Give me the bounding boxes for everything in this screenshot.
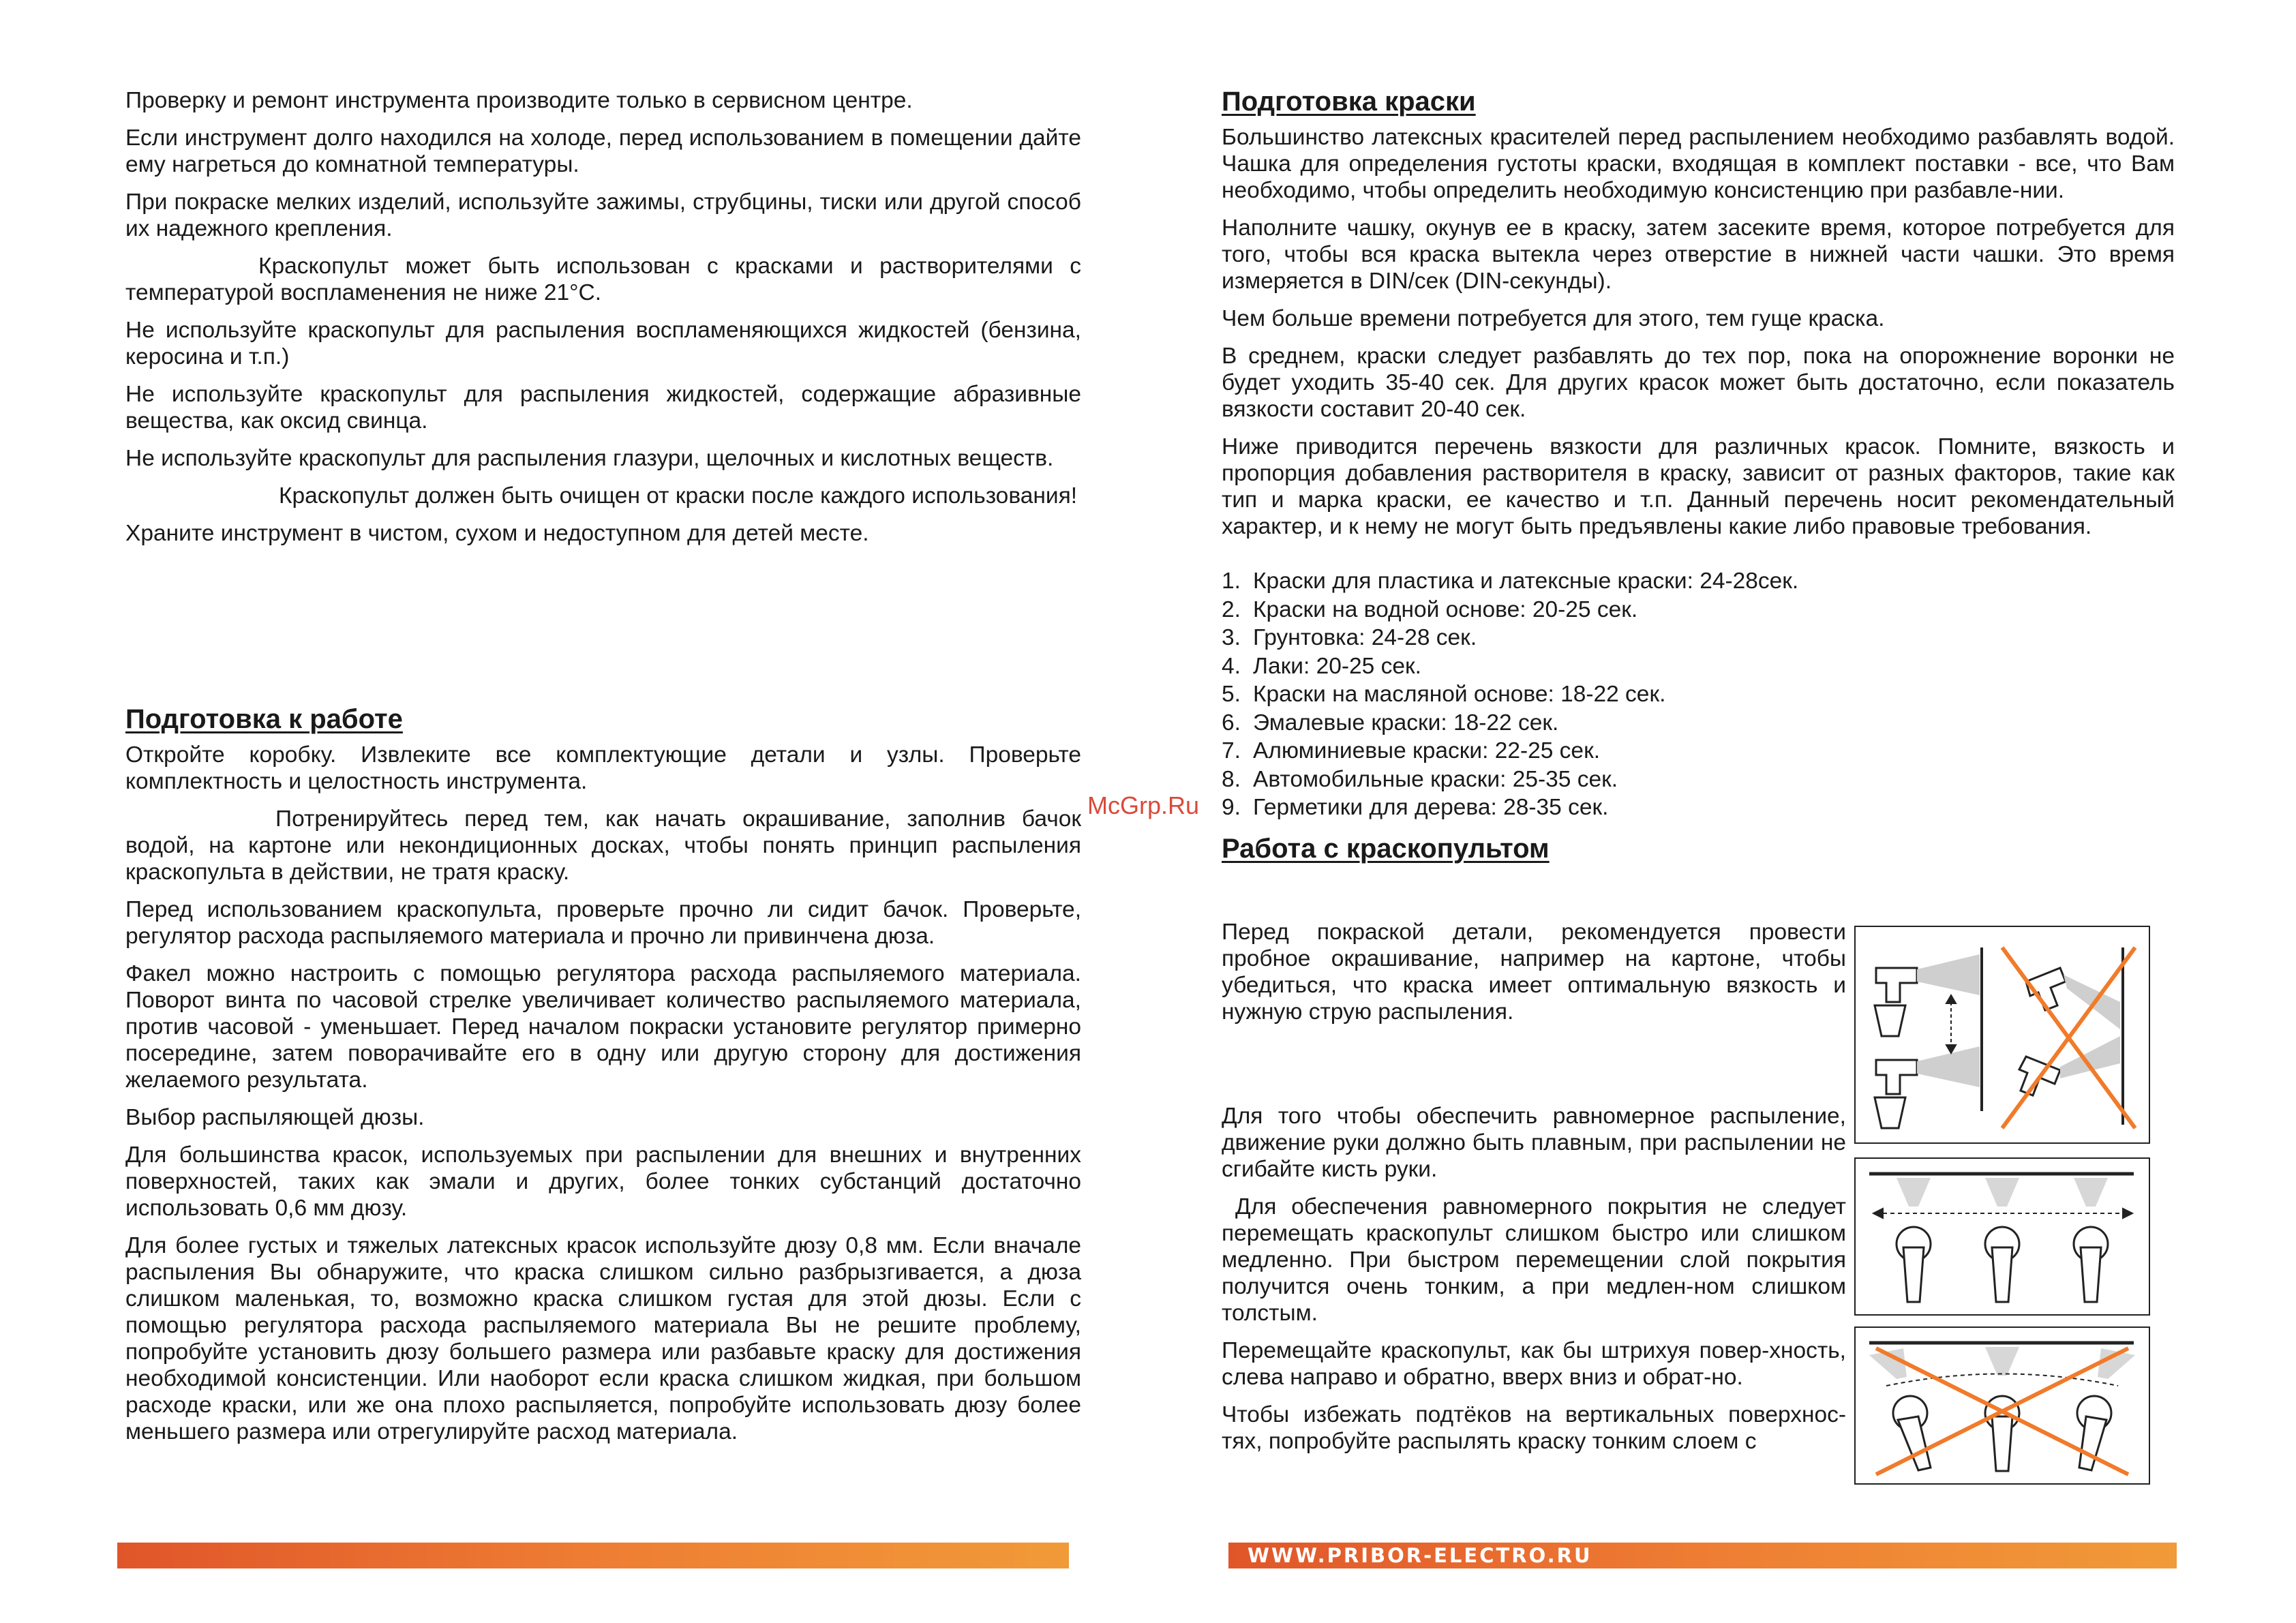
list-item: 9. Герметики для дерева: 28-35 сек. [1222, 795, 1609, 820]
safety-paragraph: Если инструмент долго находился на холоде, перед использованием в помещении дайте ему нагреться до комнатной температуры. [125, 125, 1081, 177]
figure-spray-wrong-motion [1854, 1326, 2150, 1485]
figure-spray-angle [1854, 926, 2150, 1144]
spray-gun-icon [1897, 1227, 2108, 1302]
footer-bar-right [1228, 1543, 2177, 1568]
prep-paragraph: Перед использованием краскопульта, проверьте прочно ли сидит бачок. Проверьте, регулятор расхода распыляемого материала и прочно ли привинчена дюза. [125, 897, 1081, 949]
work-paragraph: Перемещайте краскопульт, как бы штрихуя повер-хность, слева направо и обратно, вверх вниз и обрат-но. [1222, 1338, 1846, 1390]
section-heading: Подготовка краски [1222, 87, 1476, 117]
prep-paragraph: Факел можно настроить с помощью регулятора расхода распыляемого материала. Поворот винта по часовой стрелке увеличивает количество распыляемого материала, против часовой - уменьшает. Перед началом покраски установите регулятор примерно посередине, затем поворачивайте его в одну или другую сторону для достижения желаемого результата. [125, 961, 1081, 1093]
paint-paragraph: Наполните чашку, окунув ее в краску, затем засеките время, которое потребуется для того, чтобы вся краска вытекла через отверстие в нижней части чашки. Это время измеряется в DIN/сек (DIN-секунды). [1222, 215, 2175, 294]
prep-paragraph: Для более густых и тяжелых латексных красок используйте дюзу 0,8 мм. Если вначале распыления Вы обнаружите, что краска слишком сильно разбрызгивается, а дюза слишком маленькая, то, возможно краска слишком густая для этой дюзы. Если с помощью регулятора расхода распыляемого материала Вы не решите проблему, попробуйте установить дюзу большего размера или разбавьте краску для достижения необходимой консистенции. Или наоборот если краска слишком жидкая, при большом расходе краски, или же она плохо распыляется, попробуйте использовать дюзу более меньшего размера или отрегулируйте расход материала. [125, 1233, 1081, 1444]
footer-bar-left [117, 1543, 1069, 1568]
work-paragraph: Для обеспечения равномерного покрытия не следует перемещать краскопульт слишком быстро или слишком медленно. При быстром перемещении слой покрытия получится очень тонким, а при медлен-ном слишком толстым. [1222, 1194, 1846, 1326]
safety-instructions [125, 87, 1081, 558]
spray-wrong-motion-illustration [1856, 1328, 2149, 1483]
paint-paragraph: Ниже приводится перечень вязкости для различных красок. Помните, вязкость и пропорция добавления растворителя в краску, зависит от разных факторов, такие как тип и марка краски, ее качество и т.п. Данный перечень носит рекомендательный характер, и к нему не могут быть предъявлены какие либо правовые требования. [1222, 434, 2175, 539]
spray-angle-illustration [1856, 927, 2149, 1142]
figure-spray-motion [1854, 1157, 2150, 1316]
prep-paragraph: Потренируйтесь перед тем, как начать окрашивание, заполнив бачок водой, на картоне или некондиционных досках, чтобы понять принцип распыления краскопульта в действии, не тратя краску. [125, 806, 1081, 885]
safety-paragraph: Не используйте краскопульт для распыления глазури, щелочных и кислотных веществ. [125, 446, 1054, 471]
work-paragraph: Перед покраской детали, рекомендуется провести пробное окрашивание, например на картоне, чтобы убедиться, что краска имеет оптимальную вязкость и нужную струю распыления. [1222, 920, 1846, 1025]
work-paragraph-block [1222, 1103, 1846, 1466]
section-heading: Работа с краскопультом [1222, 833, 1550, 864]
safety-paragraph: Проверку и ремонт инструмента производите только в сервисном центре. [125, 88, 913, 113]
list-item: 7. Алюминиевые краски: 22-25 сек. [1222, 738, 1601, 763]
list-item: 1. Краски для пластика и латексные краски: 24-28сек. [1222, 568, 1799, 594]
safety-paragraph: Краскопульт должен быть очищен от краски после каждого использования! [279, 483, 1078, 509]
right-page [1148, 0, 2296, 1623]
prep-section [125, 702, 1081, 1456]
watermark: McGrp.Ru [1087, 791, 1200, 819]
paint-paragraph: В среднем, краски следует разбавлять до тех пор, пока на опорожнение воронки не будет уходить 35-40 сек. Для других красок может быть достаточно, если показатель вязкости составит 20-40 сек. [1222, 344, 2175, 422]
footer-url[interactable]: WWW.PRIBOR-ELECTRO.RU [1248, 1544, 1592, 1567]
work-paragraph-block [1222, 919, 1846, 1036]
paint-paragraph: Чем больше времени потребуется для этого, тем гуще краска. [1222, 306, 1885, 331]
prep-paragraph: Откройте коробку. Извлеките все комплектующие детали и узлы. Проверьте комплектность и целостность инструмента. [125, 742, 1081, 794]
spray-gun-icon [1875, 968, 1917, 1128]
safety-paragraph: Не используйте краскопульт для распыления жидкостей, содержащие абразивные вещества, как оксид свинца. [125, 382, 1081, 434]
safety-paragraph: При покраске мелких изделий, используйте зажимы, струбцины, тиски или другой способ их надежного крепления. [125, 189, 1081, 241]
safety-paragraph: Храните инструмент в чистом, сухом и недоступном для детей месте. [125, 521, 869, 546]
work-paragraph: Для того чтобы обеспечить равномерное распыление, движение руки должно быть плавным, при распылении не сгибайте кисть руки. [1222, 1104, 1846, 1182]
list-item: 6. Эмалевые краски: 18-22 сек. [1222, 710, 1559, 735]
safety-paragraph: Краскопульт может быть использован с красками и растворителями с температурой воспламенения не ниже 21°С. [125, 254, 1081, 305]
prep-paragraph: Выбор распыляющей дюзы. [125, 1105, 425, 1130]
spray-motion-illustration [1856, 1159, 2149, 1314]
list-item: 2. Краски на водной основе: 20-25 сек. [1222, 596, 1638, 622]
cross-icon [2002, 947, 2135, 1128]
prep-paragraph: Для большинства красок, используемых при распылении для внешних и внутренних поверхностей, таких как эмали и других, более тонких субстанций достаточно использовать 0,6 мм дюзу. [125, 1142, 1081, 1221]
list-item: 8. Автомобильные краски: 25-35 сек. [1222, 766, 1618, 792]
spray-gun-icon [1893, 1396, 2111, 1471]
safety-paragraph: Не используйте краскопульт для распыления воспламеняющихся жидкостей (бензина, керосина и т.п.) [125, 318, 1081, 369]
list-item: 5. Краски на масляной основе: 18-22 сек. [1222, 682, 1666, 707]
work-paragraph: Чтобы избежать подтёков на вертикальных поверхнос-тях, попробуйте распылять краску тонким слоем с [1222, 1402, 1846, 1454]
list-item: 4. Лаки: 20-25 сек. [1222, 653, 1421, 679]
list-item: 3. Грунтовка: 24-28 сек. [1222, 625, 1477, 650]
section-heading: Подготовка к работе [125, 704, 403, 734]
paint-prep-section [1222, 85, 2175, 866]
viscosity-list [1222, 567, 2175, 822]
paint-paragraph: Большинство латексных красителей перед распылением необходимо разбавлять водой. Чашка для определения густоты краски, входящая в комплект поставки - все, что Вам необходимо, чтобы определить необходимую консистенцию при разбавле-нии. [1222, 125, 2175, 203]
